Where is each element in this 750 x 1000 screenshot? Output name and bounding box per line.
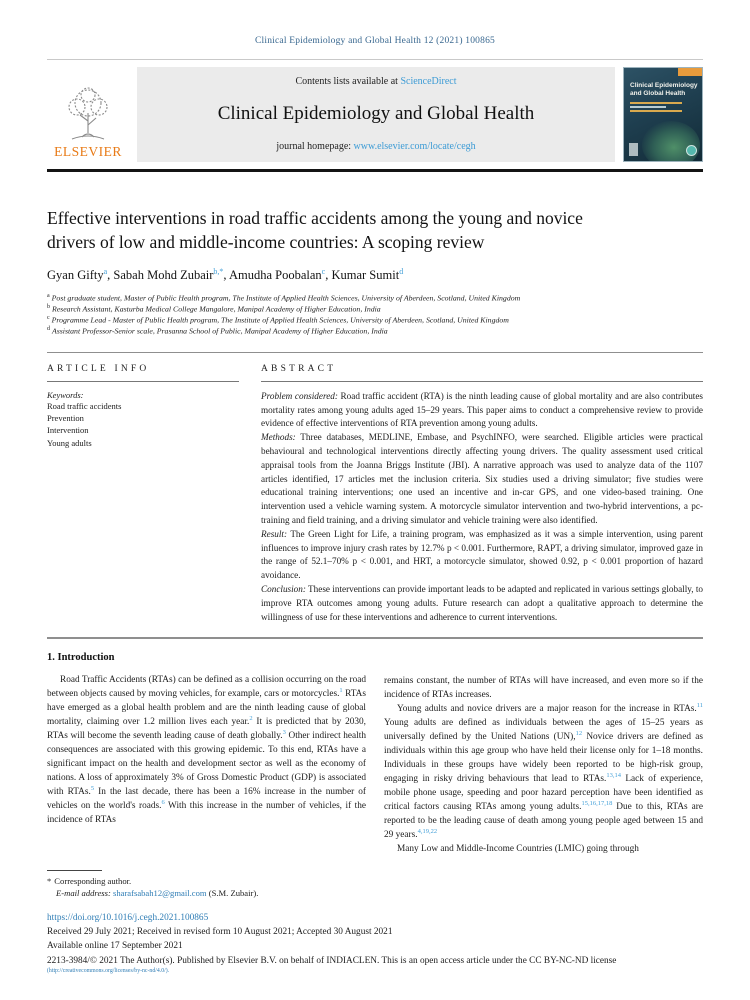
abstract-column bbox=[261, 364, 703, 625]
article-title: Effective interventions in road traffic accidents among the young and novice drivers of low and middle-income countries: A scoping review bbox=[47, 208, 583, 253]
cover-society-mark bbox=[686, 145, 697, 156]
received-line: Received 29 July 2021; Received in revised form 10 August 2021; Accepted 30 August 2021 bbox=[47, 927, 393, 938]
abstract-bottom-rule bbox=[47, 637, 703, 639]
abstract-heading: ABSTRACT bbox=[261, 363, 337, 374]
cover-publisher-mark bbox=[629, 143, 638, 156]
cover-subtitle-lines bbox=[630, 102, 682, 114]
abstract-conclusion: Conclusion: These interventions can provide important leads to be adapted and replicated in various settings globally, to improve RTA outcomes among young adults. Future research can adopt a qualitative approach to determine the willingness of use for these interventions and adherence to current interventions. bbox=[261, 583, 703, 622]
homepage-prefix: journal homepage: bbox=[276, 141, 354, 152]
abstract-result: Result: The Green Light for Life, a training program, was emphasized as it was a simple intervention, using parent influences to improve injury crash rates by 12.7% p < 0.001. Furthermore, RAPT, a driving simulator, improved gaze in the range of 52.1–70% p < 0.001, and HRT, a motorcycle simulator, showed 0.92, p < 0.001 proportion of hazard avoidance. bbox=[261, 528, 703, 581]
affiliation-d bbox=[47, 326, 703, 337]
affiliation-marker: d bbox=[47, 325, 50, 332]
affiliation-text: Programme Lead - Master of Public Health program, The Institute of Applied Health Sciences, University of Aberdeen, Scotland, United Kingdom bbox=[51, 315, 509, 325]
corresponding-author-note bbox=[47, 875, 703, 899]
journal-header-band bbox=[47, 59, 703, 162]
affiliation-text: Research Assistant, Kasturba Medical College Mangalore, Manipal Academy of Higher Education, India bbox=[51, 304, 381, 314]
info-abstract-row bbox=[47, 364, 703, 625]
keyword-item: Prevention bbox=[47, 413, 84, 424]
license-url-link[interactable]: (http://creativecommons.org/licenses/by-nc-nd/4.0/). bbox=[47, 968, 170, 974]
elsevier-logo bbox=[47, 67, 129, 162]
first-page-footer bbox=[47, 870, 703, 974]
corresponding-author-text: Corresponding author. bbox=[54, 876, 132, 886]
affiliation-text: Assistant Professor-Senior scale, Prasanna School of Public, Manipal Academy of Higher Education, India bbox=[51, 326, 388, 336]
author-list: Gyan Gifty$^a$, Sabah Mohd Zubair$^{b,*}$, Amudha Poobalan$^c$, Kumar Sumit$^d$ bbox=[47, 267, 404, 283]
footnote-asterisk: * bbox=[47, 876, 52, 886]
running-head-citation: Clinical Epidemiology and Global Health 12 (2021) 100865 bbox=[255, 36, 495, 46]
intro-paragraph-continued: remains constant, the number of RTAs will have increased, and even more so if the incidence of RTAs increases. bbox=[384, 676, 703, 701]
keyword-item: Young adults bbox=[47, 437, 92, 448]
body-column-left bbox=[47, 652, 366, 856]
body-text-columns bbox=[47, 652, 703, 856]
affiliation-b bbox=[47, 304, 703, 315]
abstract-methods: Methods: Three databases, MEDLINE, Embase, and PsychINFO, were searched. Eligible articles were practical behavioural and technological interventions directly affecting young drivers. The quality assessment used critical appraisal tools from the Joanna Briggs Institute (JBI). A narrative approach was used to analyze data of the 1107 articles identified, 17 articles met the inclusion criteria. Six studies used a driving simulator; five studies were educational training interventions; one used an incentive and in-car GPS, and one video-based training. One intervention used a vehicle warning system. A motorcycle simulator intervention and two-hybrid interventions, a pc-training and field training, and a driving simulator and vehicle training were also identified. bbox=[261, 432, 703, 525]
heading-rule bbox=[47, 381, 239, 382]
header-divider-rule bbox=[47, 169, 703, 172]
article-info-heading: ARTICLE INFO bbox=[47, 363, 150, 374]
homepage-line bbox=[276, 141, 475, 152]
intro-paragraph: Young adults and novice drivers are a major reason for the increase in RTAs.$^{11}$ Young adults are defined as individuals between the ages of 15–25 years as universally defined by the United Nations (UN),$^{12}$ Novice drivers are defined as individuals within this age group who have held their license only for 1–18 months. Individuals in these groups have widely been reported to be high-risk group, engaging in risky driving behaviours that lead to RTAs.$^{13,14}$ Lack of experience, mobile phone usage, speeding and poor hazard perception have been identified as critical factors causing RTAs among young adults.$^{15,16,17,18}$ Due to this, RTAs are reported to be the leading cause of death among young people aged between 15 and 29 years.$^{4,19,22}$ bbox=[384, 702, 703, 840]
affiliation-a bbox=[47, 293, 703, 304]
section-divider bbox=[47, 352, 703, 353]
journal-title: Clinical Epidemiology and Global Health bbox=[217, 103, 535, 124]
elsevier-tree-icon bbox=[62, 85, 114, 143]
body-column-right bbox=[384, 652, 703, 856]
affiliation-text: Post graduate student, Master of Public Health program, The Institute of Applied Health Sciences, University of Aberdeen, Scotland, United Kingdom bbox=[51, 293, 521, 303]
affiliation-marker: a bbox=[47, 293, 50, 300]
affiliation-c bbox=[47, 315, 703, 326]
copyright-line: 2213-3984/© 2021 The Author(s). Published by Elsevier B.V. on behalf of INDIACLEN. This is an open access article under the CC BY-NC-ND license bbox=[47, 956, 617, 966]
doi-link[interactable]: https://doi.org/10.1016/j.cegh.2021.100865 bbox=[47, 913, 209, 924]
keyword-item: Road traffic accidents bbox=[47, 400, 122, 411]
journal-homepage-link[interactable]: www.elsevier.com/locate/cegh bbox=[353, 141, 476, 152]
contents-prefix: Contents lists available at bbox=[295, 76, 401, 87]
article-info-column bbox=[47, 364, 239, 625]
heading-rule bbox=[261, 381, 703, 382]
keywords-label: Keywords: bbox=[47, 389, 84, 400]
email-line: E-mail address: sharafsabah12@gmail.com (S.M. Zubair). bbox=[56, 888, 259, 899]
abstract-problem: Problem considered: Road traffic accident (RTA) is the ninth leading cause of global mortality and are also contributes mortality rates among young adults aged 15–29 years. This paper aims to conduct a comprehensive review to provide evidence of effective interventions of RTA prevention among young adults. bbox=[261, 390, 703, 429]
sciencedirect-link[interactable]: ScienceDirect bbox=[400, 76, 457, 87]
footnote-rule bbox=[47, 870, 102, 871]
elsevier-wordmark: ELSEVIER bbox=[54, 144, 122, 159]
affiliation-list bbox=[47, 293, 703, 337]
available-online-line: Available online 17 September 2021 bbox=[47, 940, 183, 951]
affiliation-marker: c bbox=[47, 315, 50, 322]
intro-paragraph: Many Low and Middle-Income Countries (LMIC) going through bbox=[397, 843, 639, 854]
affiliation-marker: b bbox=[47, 304, 50, 311]
journal-cover-thumbnail[interactable] bbox=[623, 67, 703, 162]
keyword-item: Intervention bbox=[47, 425, 89, 436]
intro-paragraph: Road Traffic Accidents (RTAs) can be defined as a collision occurring on the road between objects caused by moving vehicles, for example, cars or motorcycles.$^1$ RTAs have emerged as a global health problem and are the ninth leading cause of global mortality, claiming over 1.2 million lives each year.$^2$ It is predicted that by 2030, RTAs will become the seventh leading cause of death globally.$^3$ Other indirect health consequences are associated with this growing epidemic. To this end, RTAs have a significant impact on the health and development sector as well as the economy of nations. A loss of approximately 3% of Gross Domestic Product (GDP) is associated with RTAs.$^5$ In the last decade, there has been a 16% increase in the number of vehicles on the world's roads.$^6$ With this increase in the number of vehicles, if the incidence of RTAs bbox=[47, 675, 367, 825]
received-dates bbox=[47, 926, 703, 953]
journal-masthead bbox=[137, 67, 615, 162]
introduction-heading: 1. Introduction bbox=[47, 652, 115, 664]
doi-block bbox=[47, 913, 703, 974]
contents-list-line bbox=[295, 76, 456, 87]
cover-title: Clinical Epidemiology and Global Health bbox=[630, 82, 698, 98]
cover-orange-tab bbox=[678, 68, 702, 76]
